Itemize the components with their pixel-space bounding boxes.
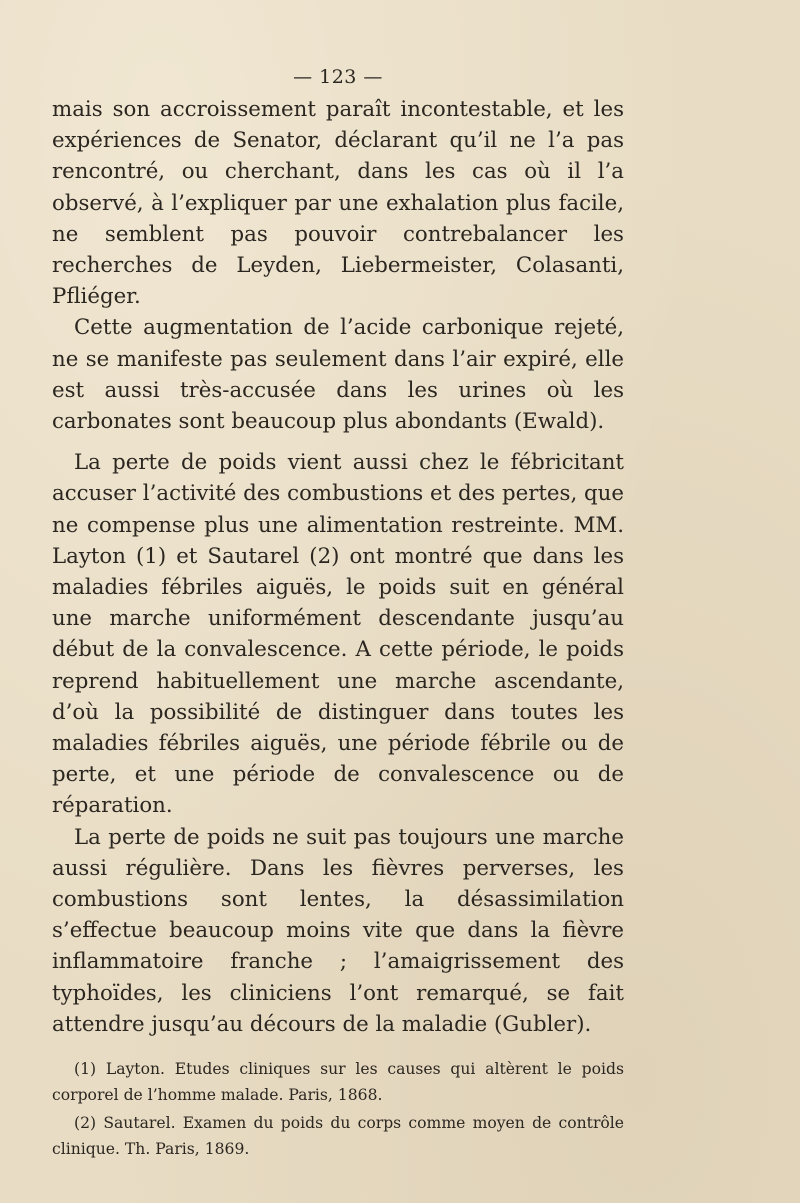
footnotes [52, 1056, 624, 1162]
page-number: — 123 — [293, 66, 383, 88]
paragraph: mais son accroissement paraît incontestable, et les expériences de Senator, déclarant qu’il ne l’a pas rencontré, ou cherchant, dans les cas où il l’a observé, à l’expliquer par une exhalation plus facile, ne semblent pas pouvoir contrebalancer les recherches de Leyden, Liebermeister, Colasanti, Pfliéger. [52, 97, 624, 310]
footnote: (2) Sautarel. Examen du poids du corps comme moyen de contrôle clinique. Th. Paris, 1869. [52, 1114, 624, 1159]
footnote: (1) Layton. Etudes cliniques sur les causes qui altèrent le poids corporel de l’homme malade. Paris, 1868. [52, 1060, 624, 1105]
paragraph: La perte de poids ne suit pas toujours une marche aussi régulière. Dans les fièvres perverses, les combustions sont lentes, la désassimilation s’effectue beaucoup moins vite que dans la fièvre inflammatoire franche ; l’amaigrissement des typhoïdes, les cliniciens l’ont remarqué, se fait attendre jusqu’au décours de la maladie (Gubler). [52, 824, 624, 1037]
paragraph: Cette augmentation de l’acide carbonique rejeté, ne se manifeste pas seulement dans l’air expiré, elle est aussi très-accusée dans les urines où les carbonates sont beaucoup plus abondants (Ewald). [52, 315, 624, 435]
body-text [52, 94, 624, 1040]
paragraph: La perte de poids vient aussi chez le fébricitant accuser l’activité des combustions et des pertes, que ne compense plus une alimentation restreinte. MM. Layton (1) et Sautarel (2) ont montré que dans les maladies fébriles aiguës, le poids suit en général une marche uniformément descendante jusqu’au début de la convalescence. A cette période, le poids reprend habituellement une marche ascendante, d’où la possibilité de distinguer dans toutes les maladies fébriles aiguës, une période fébrile ou de perte, et une période de convalescence ou de réparation. [52, 450, 624, 819]
book-page [52, 62, 624, 1162]
